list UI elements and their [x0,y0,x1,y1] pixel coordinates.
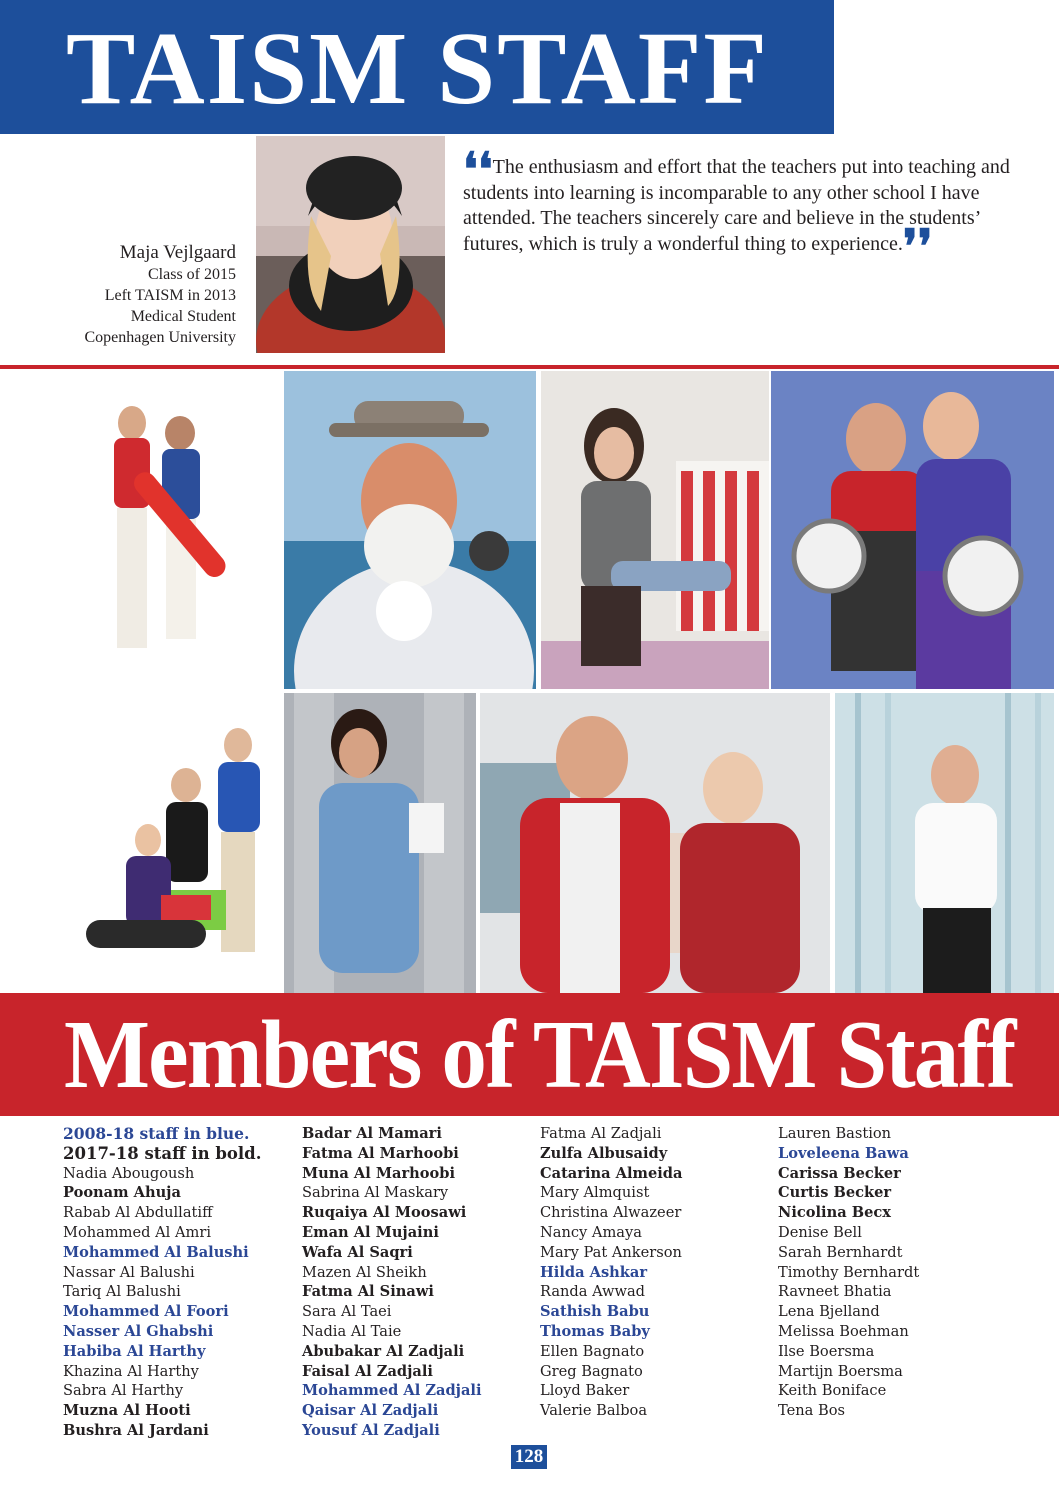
photo-teacher-seated [541,371,769,689]
staff-name: Ilse Boersma [778,1342,875,1360]
photo-lifeguards [62,383,260,678]
staff-name: Valerie Balboa [540,1402,648,1420]
staff-name: Mohammed Al Zadjali [302,1382,482,1400]
staff-name: Christina Alwazeer [540,1204,682,1222]
testimonial-name: Maja Vejlgaard [119,242,236,263]
staff-name: Tariq Al Balushi [63,1283,181,1301]
staff-name: Nasser Al Ghabshi [63,1322,214,1340]
staff-name: Loveleena Bawa [778,1144,909,1162]
legend-blue: 2008-18 staff in blue. [63,1124,250,1143]
staff-name: Nancy Amaya [540,1223,642,1241]
staff-column-1 [63,1124,261,1441]
staff-name: Fatma Al Sinawi [302,1283,434,1301]
staff-name: Ruqaiya Al Moosawi [302,1204,467,1222]
staff-name: Ellen Bagnato [540,1342,645,1360]
staff-name: Sabra Al Harthy [63,1382,184,1400]
staff-name: Eman Al Mujaini [302,1223,439,1241]
staff-name: Abubakar Al Zadjali [302,1342,465,1360]
staff-name: Sarah Bernhardt [778,1243,903,1261]
testimonial-attribution [40,242,236,348]
staff-name: Fatma Al Marhoobi [302,1144,459,1162]
staff-column-3 [540,1124,682,1421]
members-heading: Members of TAISM Staff [64,1001,1015,1109]
staff-name: Timothy Bernhardt [778,1263,920,1281]
staff-name: Sara Al Taei [302,1303,392,1321]
testimonial-photo [256,136,445,353]
staff-name: Curtis Becker [778,1184,892,1202]
staff-name: Carissa Becker [778,1164,901,1182]
staff-list [540,1124,682,1421]
quote-text: The enthusiasm and effort that the teachers put into teaching and students into learning is incomparable to any other school I have attended. The teachers sincerely care and believe in the students’ futures, which is truly a wonderful thing to experience. [463,156,1010,255]
legend-bold: 2017-18 staff in bold. [63,1143,262,1163]
photo-two-men-clocks [771,371,1054,689]
staff-name: Zulfa Albusaidy [540,1144,668,1162]
photo-man-with-dog [284,371,536,689]
photo-teacher-papers [284,693,476,993]
staff-name: Nadia Abougoush [63,1164,195,1182]
staff-name: Mohammed Al Balushi [63,1243,249,1261]
staff-name: Mary Pat Ankerson [540,1243,682,1261]
staff-name: Denise Bell [778,1223,862,1241]
page-title: TAISM STAFF [66,11,769,126]
close-quote-icon: ❜❜ [902,218,933,273]
staff-name: Habiba Al Harthy [63,1342,206,1360]
staff-name: Nicolina Becx [778,1204,891,1222]
page-number: 128 [511,1445,547,1469]
staff-name: Rabab Al Abdullatiff [63,1204,213,1222]
staff-name: Melissa Boehman [778,1322,909,1340]
staff-name: Catarina Almeida [540,1164,683,1182]
staff-name: Mohammed Al Foori [63,1303,229,1321]
staff-list [63,1164,261,1441]
staff-name: Wafa Al Saqri [302,1243,413,1261]
staff-name: Lena Bjelland [778,1303,880,1321]
staff-name: Muna Al Marhoobi [302,1164,455,1182]
testimonial-quote [463,142,1043,273]
staff-list [302,1124,482,1441]
staff-name: Bushra Al Jardani [63,1421,209,1439]
staff-name: Mazen Al Sheikh [302,1263,427,1281]
staff-column-4 [778,1124,919,1421]
staff-name: Mohammed Al Amri [63,1223,211,1241]
staff-name: Lloyd Baker [540,1382,630,1400]
testimonial-detail: Copenhagen University [84,329,236,346]
testimonial-detail: Class of 2015 [148,266,236,283]
staff-name: Keith Boniface [778,1382,887,1400]
staff-name: Greg Bagnato [540,1362,643,1380]
staff-name: Nassar Al Balushi [63,1263,195,1281]
photo-letterman-jackets [480,693,830,993]
staff-name: Yousuf Al Zadjali [302,1421,440,1439]
testimonial-detail: Left TAISM in 2013 [104,287,236,304]
staff-name: Ravneet Bhatia [778,1283,892,1301]
staff-name: Muzna Al Hooti [63,1402,191,1420]
photo-three-women [66,720,280,982]
staff-name: Khazina Al Harthy [63,1362,199,1380]
staff-name: Fatma Al Zadjali [540,1125,662,1142]
photo-man-tiled-wall [835,693,1054,993]
staff-name: Nadia Al Taie [302,1322,402,1340]
staff-name: Faisal Al Zadjali [302,1362,433,1380]
staff-name: Randa Awwad [540,1283,646,1301]
staff-name: Mary Almquist [540,1184,650,1202]
staff-name: Martijn Boersma [778,1362,903,1380]
divider-rule [0,365,1059,369]
staff-name: Hilda Ashkar [540,1263,648,1281]
testimonial-detail: Medical Student [130,308,236,325]
staff-name: Tena Bos [778,1402,845,1420]
staff-column-2 [302,1124,482,1441]
open-quote-icon: ❛❛ [463,142,493,196]
staff-list [778,1124,919,1421]
staff-name: Poonam Ahuja [63,1184,181,1202]
staff-name: Badar Al Mamari [302,1125,442,1142]
staff-name: Sathish Babu [540,1303,650,1321]
staff-name: Thomas Baby [540,1322,650,1340]
staff-name: Qaisar Al Zadjali [302,1402,439,1420]
staff-name: Lauren Bastion [778,1125,892,1142]
staff-name: Sabrina Al Maskary [302,1184,449,1202]
